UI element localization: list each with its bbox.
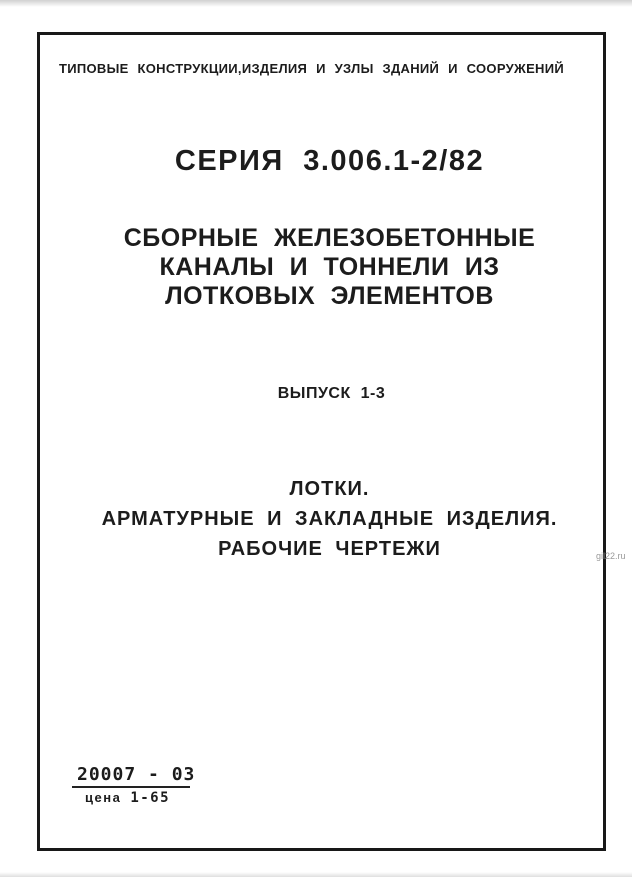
stamp-code: 20007 - 03: [77, 764, 196, 785]
subtitle-line-3: РАБОЧИЕ ЧЕРТЕЖИ: [218, 538, 441, 560]
series-title: СЕРИЯ 3.006.1-2/82: [174, 145, 485, 177]
main-title: [45, 224, 614, 311]
main-title-line-3: ЛОТКОВЫХ ЭЛЕМЕНТОВ: [165, 282, 494, 310]
document-category-header: ТИПОВЫЕ КОНСТРУКЦИИ,ИЗДЕЛИЯ И УЗЛЫ ЗДАНИЙ И СООРУЖЕНИЙ: [58, 61, 565, 76]
price-stamp: [72, 764, 195, 806]
stamp-divider-line: [72, 786, 190, 788]
stamp-price-value: 1-65: [130, 790, 171, 806]
main-title-line-1: СБОРНЫЕ ЖЕЛЕЗОБЕТОННЫЕ: [123, 224, 536, 252]
subtitle-line-2: АРМАТУРНЫЕ И ЗАКЛАДНЫЕ ИЗДЕЛИЯ.: [101, 508, 558, 530]
stamp-price: [72, 790, 195, 806]
scan-artifact-bottom-edge: [0, 872, 632, 877]
stamp-price-label: цена: [85, 790, 122, 805]
document-subtitle: [45, 474, 614, 564]
main-title-line-2: КАНАЛЫ И ТОННЕЛИ ИЗ: [159, 253, 500, 281]
subtitle-line-1: ЛОТКИ.: [289, 478, 370, 500]
issue-label: ВЫПУСК 1-3: [277, 385, 386, 402]
scan-artifact-top-edge: [0, 0, 632, 7]
watermark: gil22.ru: [596, 551, 626, 561]
